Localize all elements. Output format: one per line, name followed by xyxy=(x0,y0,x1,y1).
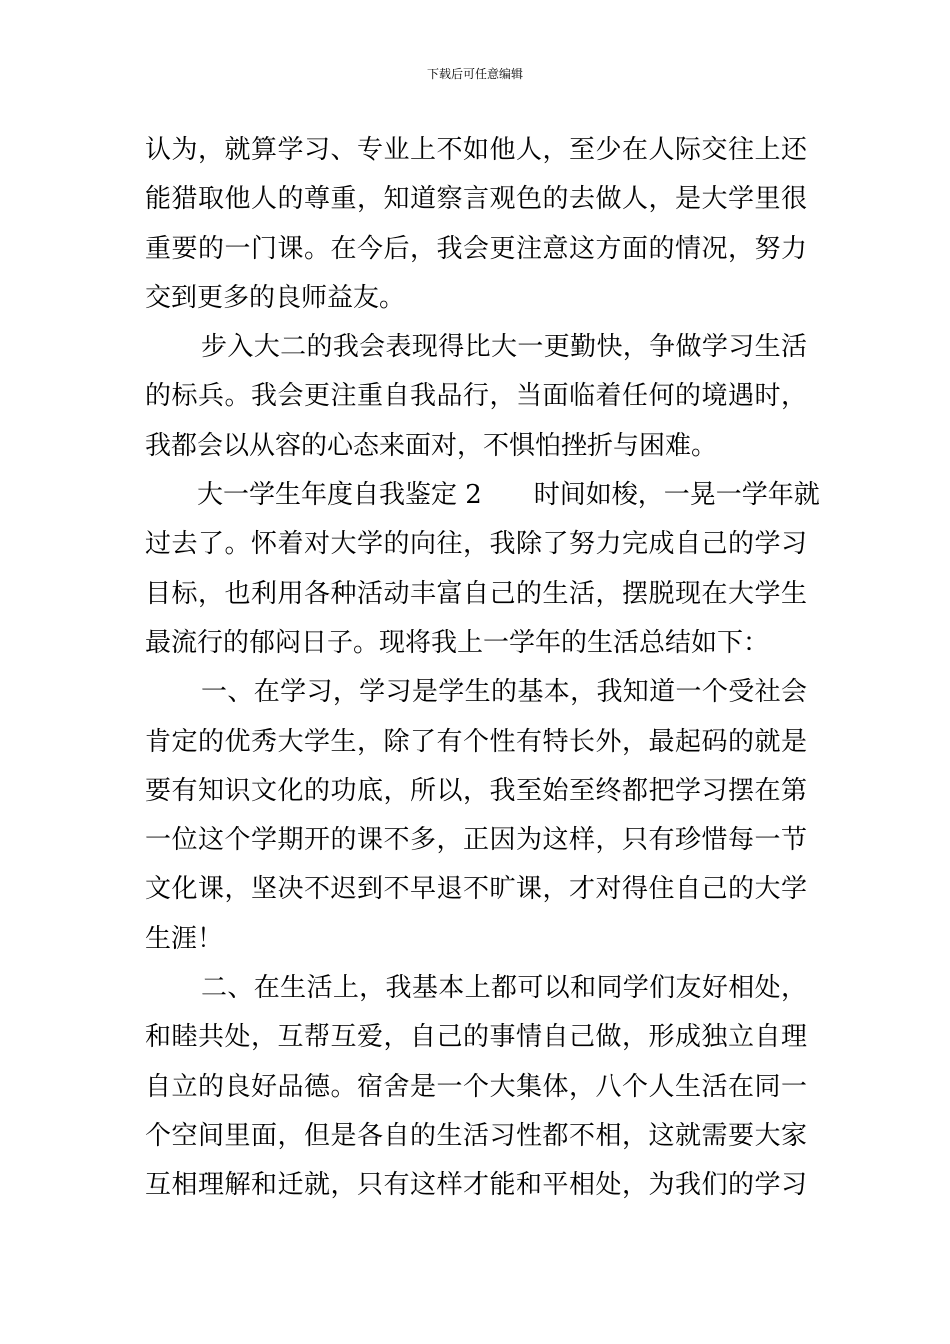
section-title-line: 大一学生年度自我鉴定 2 时间如梭，一晃一学年就 xyxy=(197,480,820,511)
text-line: 和睦共处，互帮互爱，自己的事情自己做，形成独立自理 xyxy=(145,1022,807,1053)
paragraph-first-line: 一、在学习，学习是学生的基本，我知道一个受社会 xyxy=(201,677,807,708)
paragraph-first-line: 步入大二的我会表现得比大一更勤快，争做学习生活 xyxy=(201,332,807,363)
text-line: 要有知识文化的功底，所以，我至始至终都把学习摆在第 xyxy=(145,775,807,806)
text-line: 生涯！ xyxy=(145,923,224,954)
text-line: 自立的良好品德。宿舍是一个大集体，八个人生活在同一 xyxy=(145,1071,807,1102)
text-line: 的标兵。我会更注重自我品行，当面临着任何的境遇时， xyxy=(145,381,807,412)
text-line: 最流行的郁闷日子。现将我上一学年的生活总结如下： xyxy=(145,627,770,658)
text-line: 目标，也利用各种活动丰富自己的生活，摆脱现在大学生 xyxy=(145,578,807,609)
text-line: 我都会以从容的心态来面对，不惧怕挫折与困难。 xyxy=(145,430,718,461)
text-line: 认为，就算学习、专业上不如他人，至少在人际交往上还 xyxy=(145,135,807,165)
text-line: 过去了。怀着对大学的向往，我除了努力完成自己的学习 xyxy=(145,529,807,560)
text-line: 重要的一门课。在今后，我会更注意这方面的情况，努力 xyxy=(145,233,807,264)
text-line: 个空间里面，但是各自的生活习性都不相，这就需要大家 xyxy=(145,1120,807,1151)
text-line: 一位这个学期开的课不多，正因为这样，只有珍惜每一节 xyxy=(145,825,807,856)
page-header: 下载后可任意编辑 xyxy=(426,67,523,81)
text-line: 文化课，坚决不迟到不早退不旷课，才对得住自己的大学 xyxy=(145,874,807,905)
text-line: 肯定的优秀大学生，除了有个性有特长外，最起码的就是 xyxy=(145,726,807,757)
paragraph-first-line: 二、在生活上，我基本上都可以和同学们友好相处， xyxy=(201,973,807,1004)
document-body xyxy=(145,126,820,1211)
text-line: 互相理解和迁就，只有这样才能和平相处，为我们的学习 xyxy=(145,1170,807,1201)
text-line: 能猎取他人的尊重，知道察言观色的去做人，是大学里很 xyxy=(145,184,807,215)
text-line: 交到更多的良师益友。 xyxy=(145,282,406,313)
